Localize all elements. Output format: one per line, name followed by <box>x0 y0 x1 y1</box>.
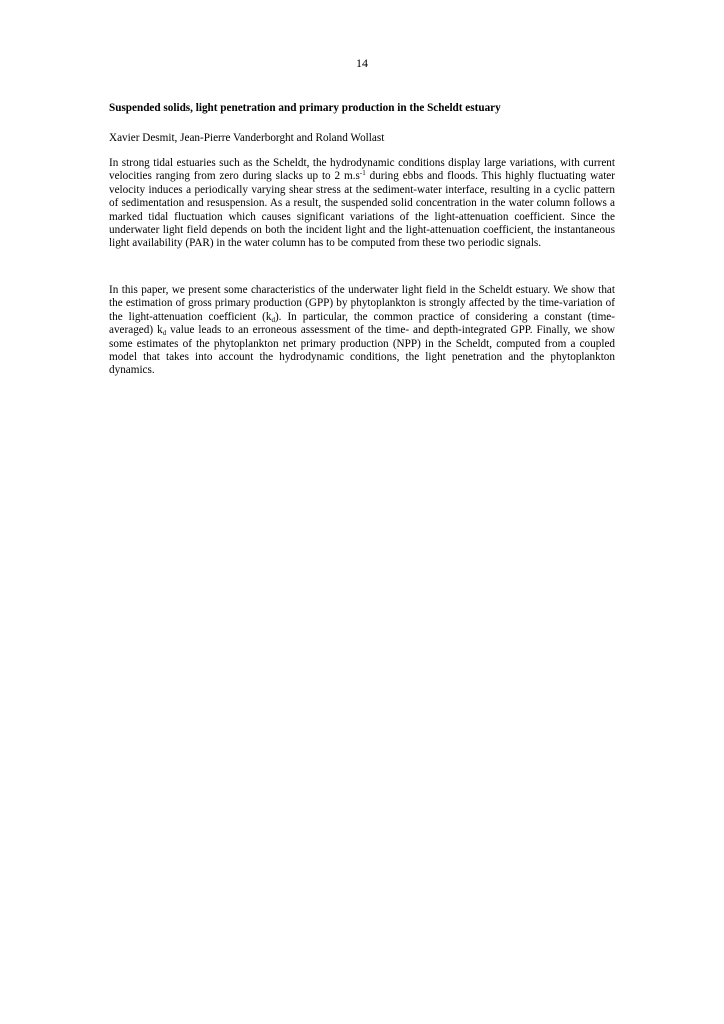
subscript-d-1: d <box>271 315 275 324</box>
article-authors: Xavier Desmit, Jean-Pierre Vanderborght and Roland Wollast <box>109 132 385 144</box>
paragraph-1-text-b: during ebbs and floods. This highly fluctuating water velocity induces a periodically varying shear stress at the sediment-water interface, resulting in a cyclic pattern of sedimentation and resuspension. As a result, the suspended solid concentration in the water column follows a marked tidal fluctuation which causes significant variations of the light-attenuation coefficient. Since the underwater light field depends on both the incident light and the light-attenuation coefficient, the instantaneous light availability (PAR) in the water column has to be computed from these two periodic signals. <box>109 170 615 250</box>
paragraph-2-text-b: ). In particular, the common practice of considering a constant (time-averaged) k <box>109 310 615 337</box>
article-title: Suspended solids, light penetration and primary production in the Scheldt estuary <box>109 102 501 114</box>
paragraph-1 <box>109 157 615 251</box>
paragraph-2-text-c: value leads to an erroneous assessment of the time- and depth-integrated GPP. Finally, we show some estimates of the phytoplankton net primary production (NPP) in the Scheldt, computed from a coupled model that takes into account the hydrodynamic conditions, the light penetration and the phytoplankton dynamics. <box>109 324 615 377</box>
page-number: 14 <box>356 56 368 70</box>
subscript-d-2: d <box>162 329 167 338</box>
superscript-exponent: -1 <box>359 169 366 178</box>
paragraph-2 <box>109 284 615 378</box>
paragraph-1-text-a: In strong tidal estuaries such as the Scheldt, the hydrodynamic conditions display large variations, with current velocities ranging from zero during slacks up to 2 m.s <box>109 157 615 183</box>
paragraph-2-text-a: In this paper, we present some characteristics of the underwater light field in the Scheldt estuary. We show that the estimation of gross primary production (GPP) by phytoplankton is strongly affected by the time-variation of the light-attenuation coefficient (k <box>109 284 615 323</box>
